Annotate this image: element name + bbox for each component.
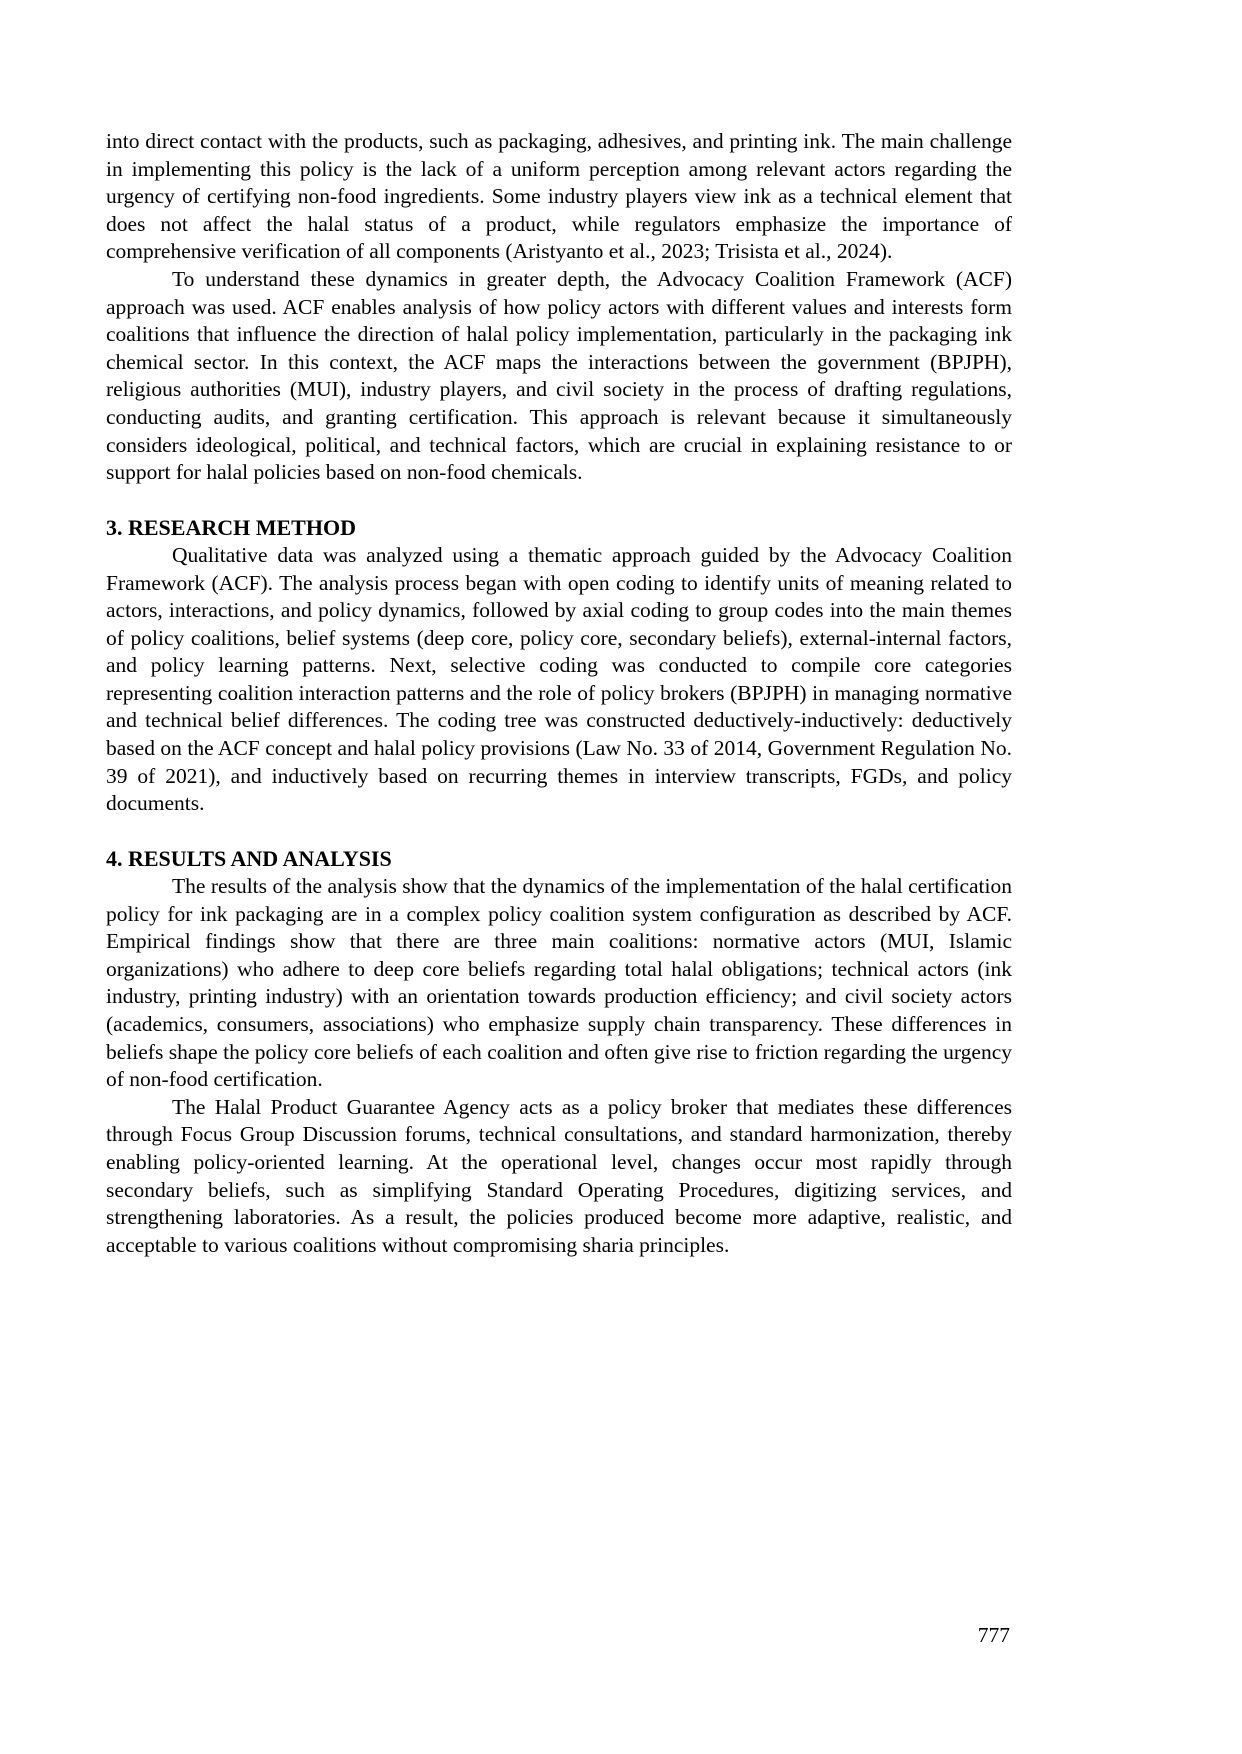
paragraph-acf-overview: To understand these dynamics in greater depth, the Advocacy Coalition Framework (ACF) approach was used. ACF enables analysis of how policy actors with different values and interests form coalitions that influence the direction of halal policy implementation, particularly in the packaging ink chemical sector. In this context, the ACF maps the interactions between the government (BPJPH), religious authorities (MUI), industry players, and civil society in the process of drafting regulations, conducting audits, and granting certification. This approach is relevant because it simultaneously considers ideological, political, and technical factors, which are crucial in explaining resistance to or support for halal policies based on non-food chemicals. <box>106 266 1012 485</box>
section-heading-research-method: 3. RESEARCH METHOD <box>106 515 356 541</box>
paragraph-results-coalitions: The results of the analysis show that the dynamics of the implementation of the halal certification policy for ink packaging are in a complex policy coalition system configuration as described by ACF. Empirical findings show that there are three main coalitions: normative actors (MUI, Islamic organizations) who adhere to deep core beliefs regarding total halal obligations; technical actors (ink industry, printing industry) with an orientation towards production efficiency; and civil society actors (academics, consumers, associations) who emphasize supply chain transparency. These differences in beliefs shape the policy core beliefs of each coalition and often give rise to friction regarding the urgency of non-food certification. <box>106 874 1012 1092</box>
paragraph-research-method: Qualitative data was analyzed using a thematic approach guided by the Advocacy Coalition Framework (ACF). The analysis process began with open coding to identify units of meaning related to actors, interactions, and policy dynamics, followed by axial coding to group codes into the main themes of policy coalitions, belief systems (deep core, policy core, secondary beliefs), external-internal factors, and policy learning patterns. Next, selective coding was conducted to compile core categories representing coalition interaction patterns and the role of policy brokers (BPJPH) in managing normative and technical belief differences. The coding tree was constructed deductively-inductively: deductively based on the ACF concept and halal policy provisions (Law No. 33 of 2014, Government Regulation No. 39 of 2021), and inductively based on recurring themes in interview transcripts, FGDs, and policy documents. <box>106 542 1012 816</box>
body-text-block <box>106 128 1012 1259</box>
page-number: 777 <box>977 1623 1010 1647</box>
section-heading-results-analysis: 4. RESULTS AND ANALYSIS <box>106 846 392 872</box>
paragraph-results-policy-broker: The Halal Product Guarantee Agency acts as a policy broker that mediates these differences through Focus Group Discussion forums, technical consultations, and standard harmonization, thereby enabling policy-oriented learning. At the operational level, changes occur most rapidly through secondary beliefs, such as simplifying Standard Operating Procedures, digitizing services, and strengthening laboratories. As a result, the policies produced become more adaptive, realistic, and acceptable to various coalitions without compromising sharia principles. <box>106 1094 1012 1257</box>
paragraph-continuation: into direct contact with the products, such as packaging, adhesives, and printing ink. The main challenge in implementing this policy is the lack of a uniform perception among relevant actors regarding the urgency of certifying non-food ingredients. Some industry players view ink as a technical element that does not affect the halal status of a product, while regulators emphasize the importance of comprehensive verification of all components (Aristyanto et al., 2023; Trisista et al., 2024). <box>106 129 1012 264</box>
